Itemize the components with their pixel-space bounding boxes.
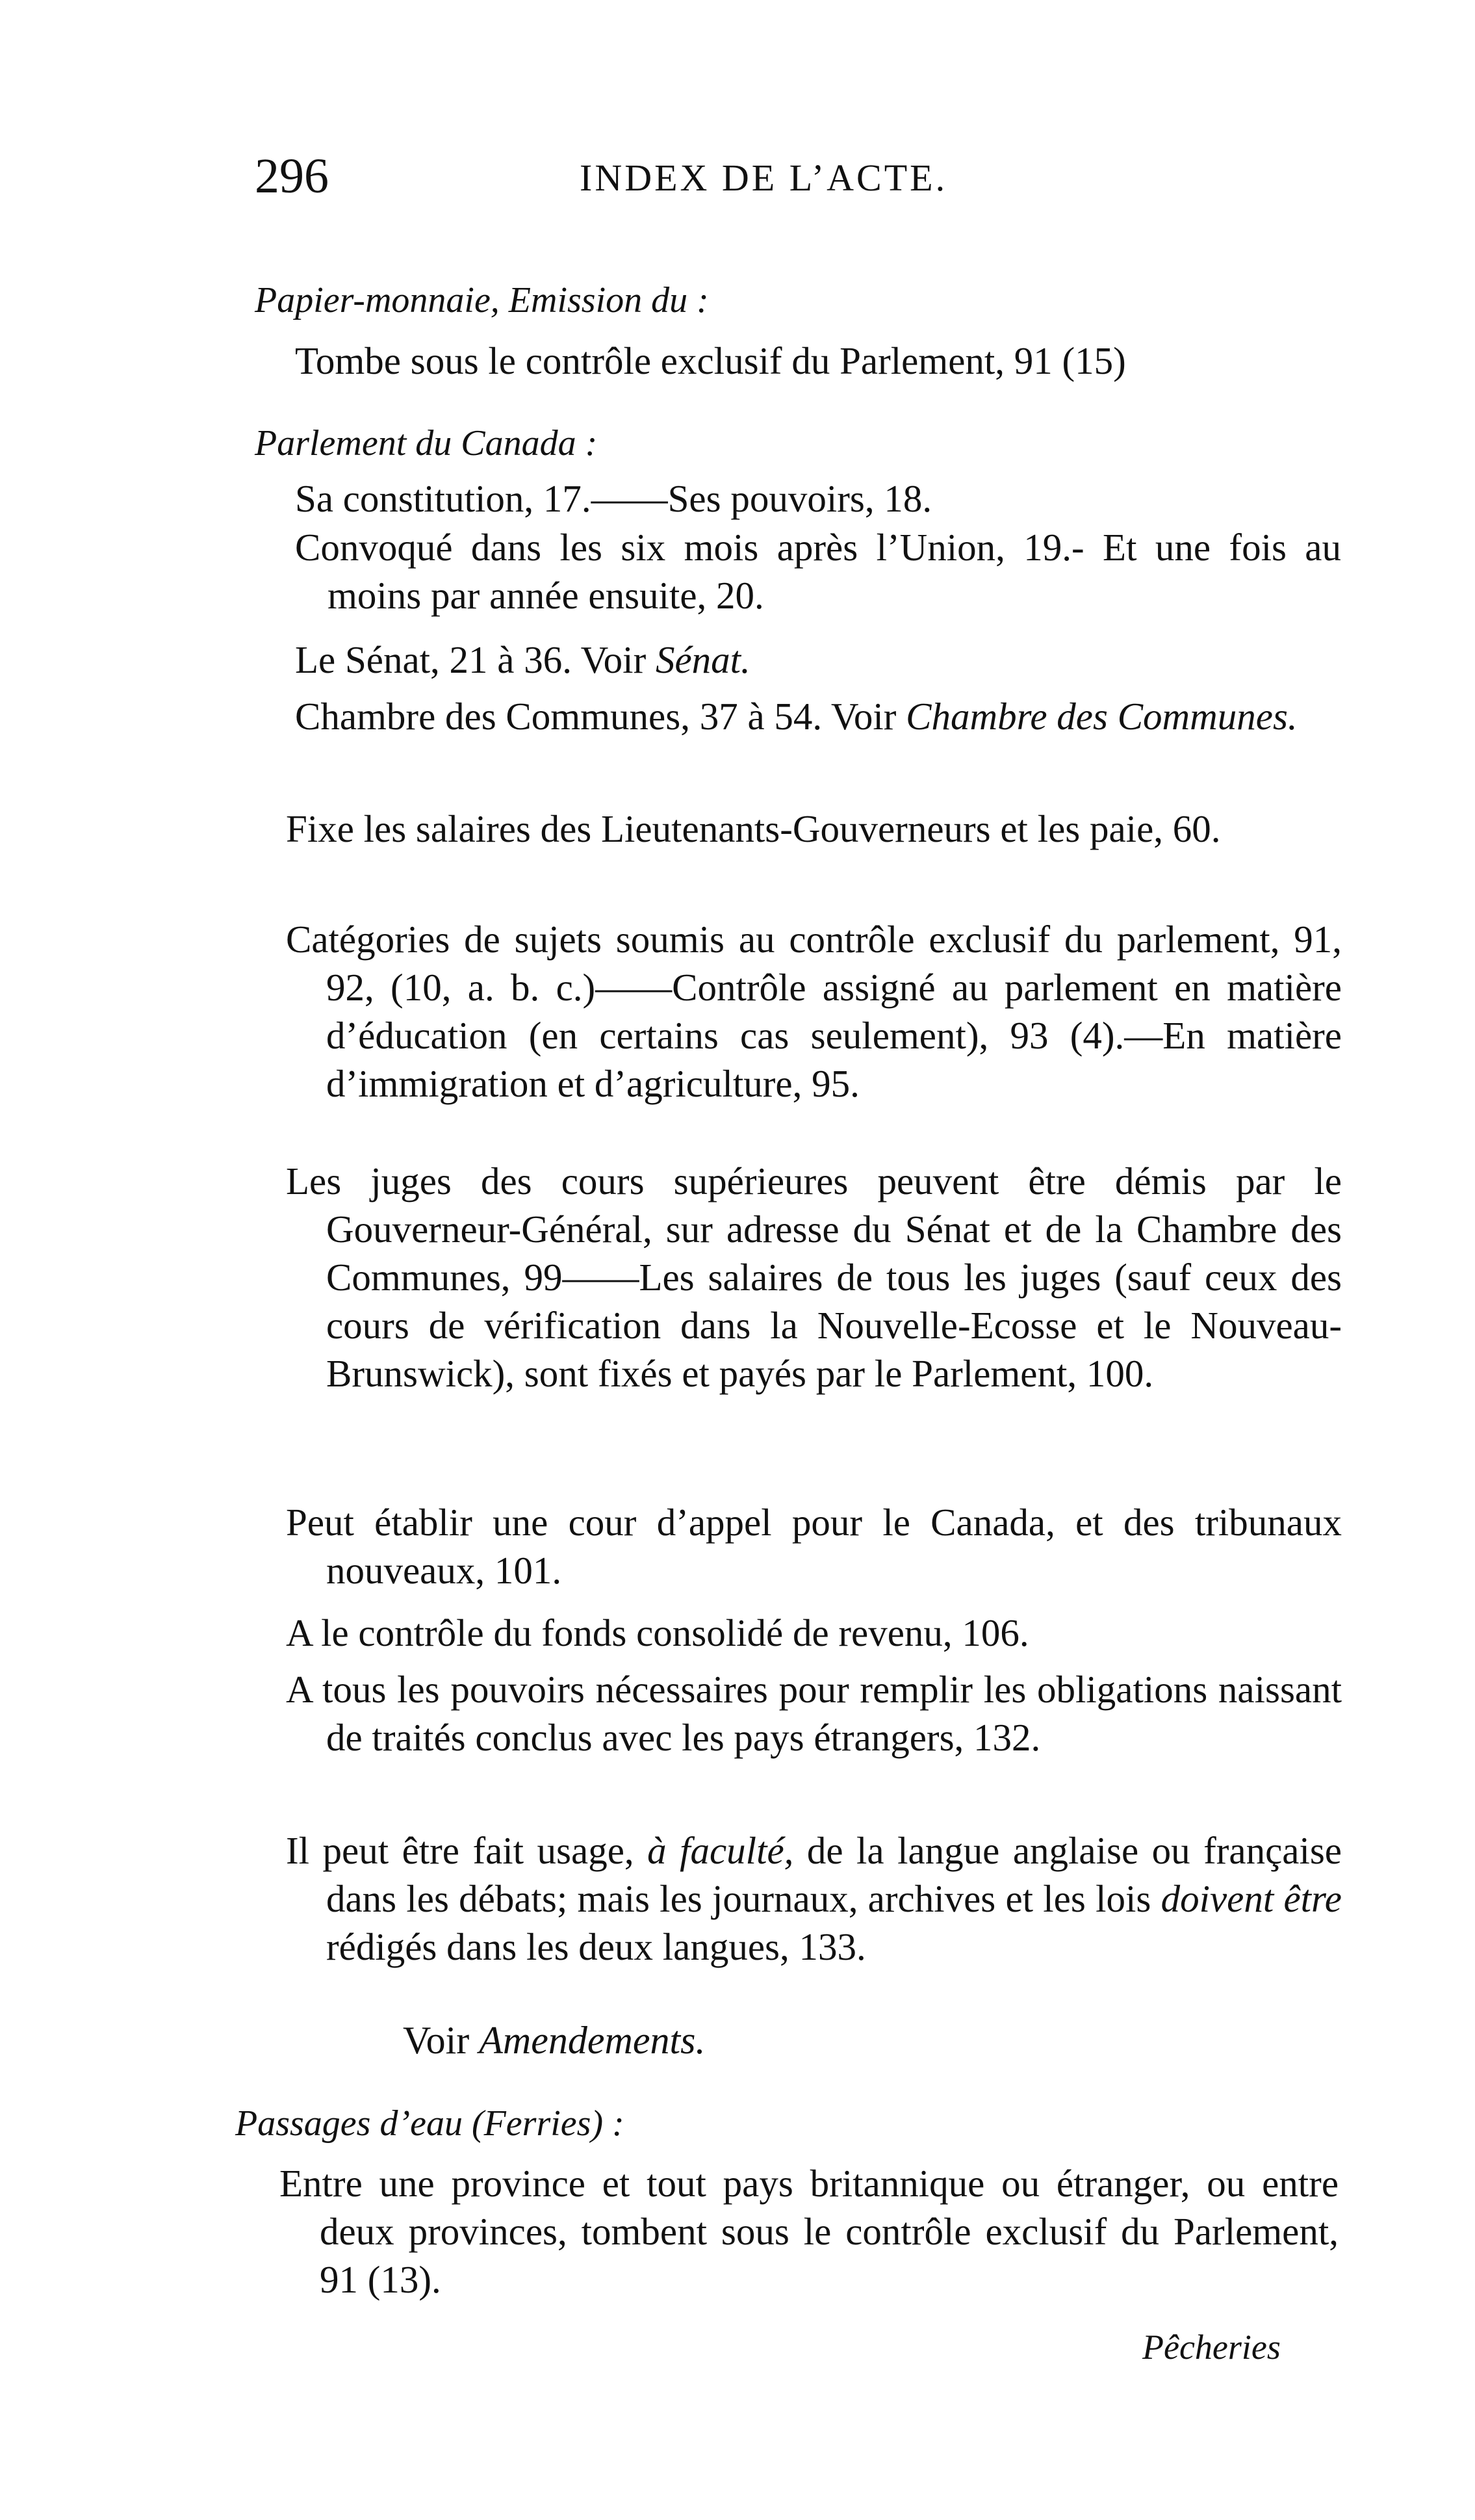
entry-text: A tous les pouvoirs nécessaires pour remplir les obligations naissant de traités conclus avec les pays étrangers, 132. — [286, 1668, 1342, 1759]
index-entry — [286, 805, 1339, 853]
entry-text: Convoqué dans les six mois après l’Union, 19.- Et une fois au moins par année ensuite, 20. — [295, 526, 1341, 617]
entry-text: rédigés dans les deux langues, 133. — [326, 1925, 866, 1968]
emphasis: doivent être — [1161, 1877, 1342, 1920]
index-entry: A le contrôle du fonds consolidé de revenu, 106. — [286, 1611, 1029, 1654]
running-title: INDEX DE L’ACTE. — [580, 157, 948, 199]
entry-text: Il peut être fait usage, — [286, 1829, 648, 1872]
entry-text: de la langue anglaise ou française dans les débats; mais les journaux, archives et les lois — [326, 1829, 1342, 1920]
emphasis: à faculté, — [647, 1829, 794, 1872]
entry-text: Chambre des Communes, 37 à 54. Voir — [295, 695, 906, 738]
see-also — [403, 2018, 705, 2063]
page-number: 296 — [255, 149, 329, 203]
entry-text: Le Sénat, 21 à 36. Voir — [295, 638, 656, 681]
index-entry — [286, 1665, 1342, 1761]
section-heading-passages-d-eau: Passages d’eau (Ferries) : — [235, 2103, 624, 2144]
index-entry — [286, 1498, 1342, 1594]
see-also-target: Amendements. — [479, 2019, 706, 2062]
index-entry: Tombe sous le contrôle exclusif du Parlement, 91 (15) — [295, 339, 1126, 382]
entry-text: Fixe les salaires des Lieutenants-Gouverneurs et les paie, 60. — [286, 807, 1221, 850]
cross-reference: Chambre des Communes. — [906, 695, 1298, 738]
section-heading-papier-monnaie: Papier-monnaie, Emission du : — [255, 280, 709, 320]
index-entry — [286, 1826, 1342, 1971]
index-entry — [279, 2159, 1339, 2304]
index-entry — [295, 523, 1341, 619]
entry-text: Entre une province et tout pays britannique ou étranger, ou entre deux provinces, tombent sous le contrôle exclusif du Parlement, 91 (13). — [279, 2162, 1339, 2301]
entry-text: Catégories de sujets soumis au contrôle exclusif du parlement, 91, 92, (10, a. b. c.)——Contrôle assigné au parlement en matière d’éducation (en certains cas seulement), 93 (4).—En matière d’immigration et d’agriculture, 95. — [286, 918, 1342, 1105]
entry-text: Peut établir une cour d’appel pour le Canada, et des tribunaux nouveaux, 101. — [286, 1501, 1342, 1592]
index-entry: Sa constitution, 17.——Ses pouvoirs, 18. — [295, 477, 932, 520]
catchword: Pêcheries — [1142, 2328, 1281, 2367]
entry-text: Les juges des cours supérieures peuvent être démis par le Gouverneur-Général, sur adresse du Sénat et de la Chambre des Communes, 99——Les salaires de tous les juges (sauf ceux des cours de vérification dans la Nouvelle-Ecosse et le Nouveau-Brunswick), sont fixés et payés par le Parlement, 100. — [286, 1160, 1342, 1395]
index-entry — [295, 636, 1335, 684]
page-header — [255, 148, 1294, 207]
index-entry — [295, 692, 1341, 740]
section-heading-parlement: Parlement du Canada : — [255, 423, 598, 463]
index-entry — [286, 1157, 1342, 1397]
index-entry — [286, 915, 1342, 1108]
see-also-label: Voir — [403, 2019, 480, 2062]
cross-reference: Sénat. — [655, 638, 750, 681]
